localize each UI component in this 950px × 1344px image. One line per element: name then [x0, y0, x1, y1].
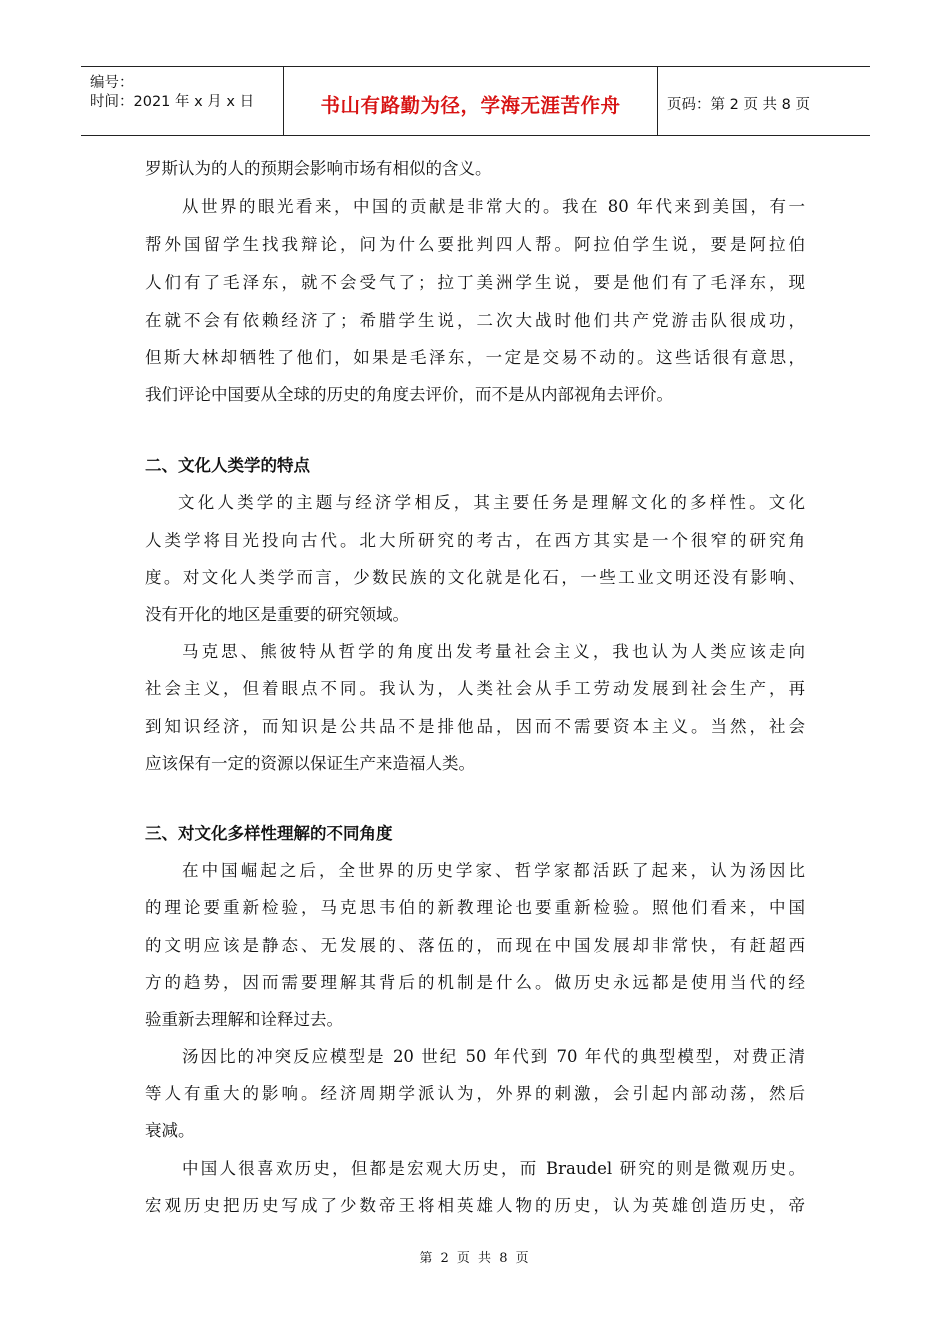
- body-line: 在中国崛起之后，全世界的历史学家、哲学家都活跃了起来，认为汤因比: [182, 861, 805, 880]
- body-line: 没有开化的地区是重要的研究领域。: [145, 605, 409, 624]
- body-line: 但斯大林却牺牲了他们，如果是毛泽东，一定是交易不动的。这些话很有意思，: [145, 348, 805, 367]
- body-line: 度。对文化人类学而言，少数民族的文化就是化石，一些工业文明还没有影响、: [145, 568, 805, 587]
- body-line: 人们有了毛泽东，就不会受气了；拉丁美洲学生说，要是他们有了毛泽东，现: [145, 273, 805, 292]
- section-heading: 二、文化人类学的特点: [145, 456, 310, 475]
- document-date-label: 时间：2021 年 x 月 x 日: [90, 94, 255, 110]
- body-line: 衰减。: [145, 1121, 195, 1140]
- body-line: 帮外国留学生找我辩论，问为什么要批判四人帮。阿拉伯学生说，要是阿拉伯: [145, 235, 805, 254]
- body-line: 等人有重大的影响。经济周期学派认为，外界的刺激，会引起内部动荡，然后: [145, 1084, 805, 1103]
- header-page-info: 页码：第 2 页 共 8 页: [667, 97, 810, 113]
- document-number-label: 编号：: [90, 75, 134, 91]
- body-line: 罗斯认为的人的预期会影响市场有相似的含义。: [145, 159, 492, 178]
- body-line: 在就不会有依赖经济了；希腊学生说，二次大战时他们共产党游击队很成功，: [145, 311, 805, 330]
- body-line: 汤因比的冲突反应模型是 20 世纪 50 年代到 70 年代的典型模型，对费正清: [182, 1047, 805, 1066]
- body-line: 我们评论中国要从全球的历史的角度去评价，而不是从内部视角去评价。: [145, 385, 673, 404]
- body-line: 应该保有一定的资源以保证生产来造福人类。: [145, 754, 475, 773]
- page-footer: 第 2 页 共 8 页: [419, 1251, 531, 1266]
- body-line: 宏观历史把历史写成了少数帝王将相英雄人物的历史，认为英雄创造历史，帝: [145, 1196, 805, 1215]
- body-line: 的文明应该是静态、无发展的、落伍的，而现在中国发展却非常快，有赶超西: [145, 936, 805, 955]
- body-line: 的理论要重新检验，马克思韦伯的新教理论也要重新检验。照他们看来，中国: [145, 898, 805, 917]
- header-motto: 书山有路勤为径，学海无涯苦作舟: [320, 94, 621, 117]
- section-heading: 三、对文化多样性理解的不同角度: [145, 824, 393, 843]
- body-line: 到知识经济，而知识是公共品不是排他品，因而不需要资本主义。当然，社会: [145, 717, 805, 736]
- body-line: 方的趋势，因而需要理解其背后的机制是什么。做历史永远都是使用当代的经: [145, 973, 805, 992]
- body-line: 社会主义，但着眼点不同。我认为，人类社会从手工劳动发展到社会生产，再: [145, 679, 805, 698]
- body-line: 马克思、熊彼特从哲学的角度出发考量社会主义，我也认为人类应该走向: [182, 642, 805, 661]
- body-line: 从世界的眼光看来，中国的贡献是非常大的。我在 80 年代来到美国，有一: [182, 197, 805, 216]
- body-line: 文化人类学的主题与经济学相反，其主要任务是理解文化的多样性。文化: [178, 493, 805, 512]
- body-line: 人类学将目光投向古代。北大所研究的考古，在西方其实是一个很窄的研究角: [145, 531, 805, 550]
- body-line: 验重新去理解和诠释过去。: [145, 1010, 343, 1029]
- body-line: 中国人很喜欢历史，但都是宏观大历史，而 Braudel 研究的则是微观历史。: [182, 1159, 805, 1178]
